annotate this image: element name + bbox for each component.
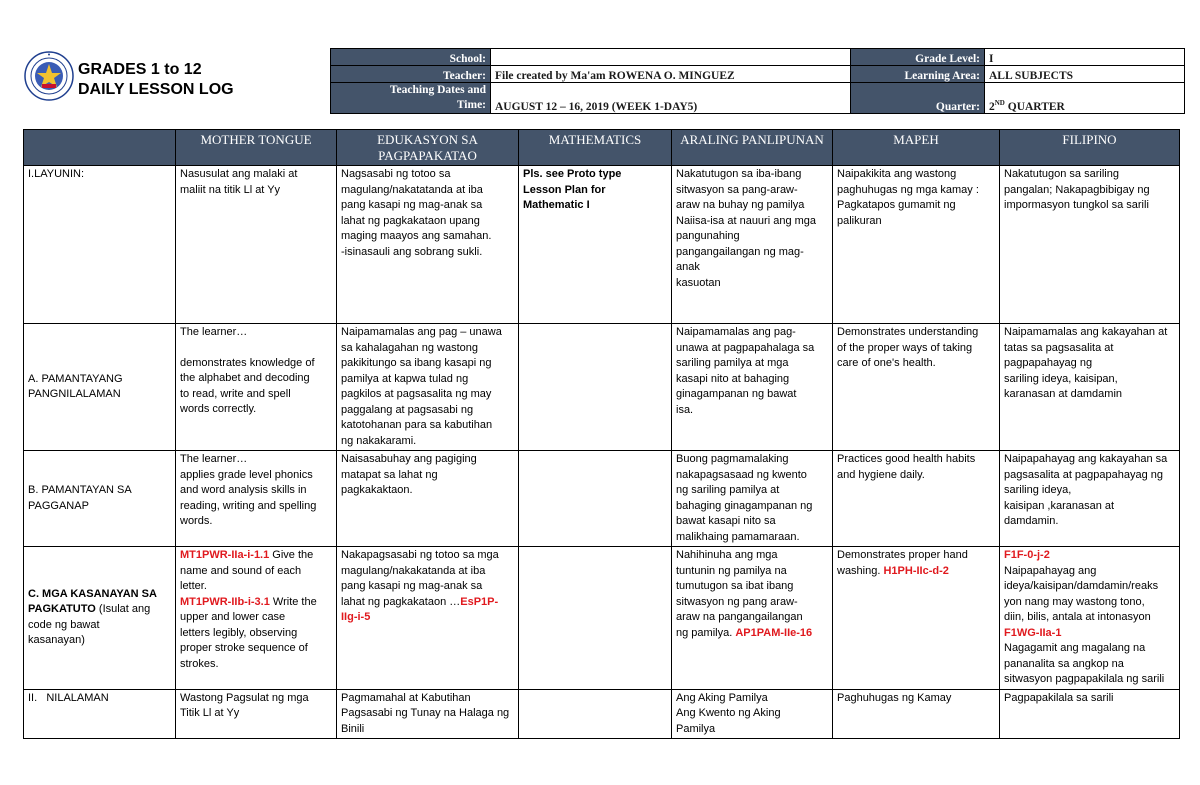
cell-line: Nakatutugon sa sariling xyxy=(1004,168,1119,180)
table-row-nilalaman xyxy=(24,689,1180,739)
cell-kasanayan-ap xyxy=(672,547,833,690)
competency-code: EsP1P- xyxy=(460,595,499,608)
cell-line: maliit na titik Ll at Yy xyxy=(180,183,281,196)
col-header-mapeh: MAPEH xyxy=(833,130,1000,166)
cell-line: Pagsasabi ng Tunay na Halaga ng xyxy=(341,707,510,719)
row-label-pangnilalaman xyxy=(24,324,176,451)
cell-line: The learner… xyxy=(180,453,248,465)
cell-line: sitwasyon sa pang-araw- xyxy=(676,183,798,196)
row-label-line: PAGGANAP xyxy=(28,499,89,512)
table-row-pangnilalaman xyxy=(24,324,1180,451)
row-label-line xyxy=(28,602,171,618)
cell-line: sariling ideya, kaisipan, xyxy=(1004,372,1118,385)
cell-pangnilalaman-math xyxy=(519,324,672,451)
cell-pagganap-mapeh xyxy=(833,451,1000,547)
cell-line: Naipamamalas ang pag- xyxy=(676,326,796,338)
competency-code: F1F-0-j-2 xyxy=(1004,549,1050,561)
learning-area-value: ALL SUBJECTS xyxy=(985,66,1185,83)
cell-line: tatas sa pagsasalita at xyxy=(1004,341,1114,354)
cell-line: Nakatutugon sa iba-ibang xyxy=(676,168,802,180)
cell-line: karanasan at damdamin xyxy=(1004,388,1123,400)
cell-line: sa kahalagahan ng wastong xyxy=(341,341,478,354)
cell-line: pagpapahayag ng xyxy=(1004,357,1093,369)
cell-line: Nasusulat ang malaki at xyxy=(180,168,298,180)
cell-nilalaman-mapeh xyxy=(833,689,1000,739)
cell-line: ng pamilya. xyxy=(676,626,733,639)
cell-line: paghuhugas ng mga kamay : xyxy=(837,183,979,196)
cell-line: nakapagsasaad ng kwento xyxy=(676,468,807,481)
cell-pangnilalaman-mapeh xyxy=(833,324,1000,451)
cell-line: pangalan; Nakapagbibigay ng xyxy=(1004,183,1150,196)
cell-line: araw na pangangailangan xyxy=(676,611,803,623)
quarter-value xyxy=(985,83,1185,114)
cell-line: Nagsasabi ng totoo sa xyxy=(341,168,451,180)
row-label-line-bold: PAGKATUTO xyxy=(28,603,96,616)
cell-line: Nakapagsasabi ng totoo sa mga xyxy=(341,549,499,561)
cell-line: isa. xyxy=(676,403,694,416)
cell-line: pananalita sa angkop na xyxy=(1004,657,1124,670)
row-label-note: kasanayan) xyxy=(28,634,85,647)
row-label-layunin-text: I.LAYUNIN: xyxy=(28,168,85,180)
cell-kasanayan-mapeh xyxy=(833,547,1000,690)
cell-layunin-esp xyxy=(337,166,519,324)
cell-line: Mathematic I xyxy=(523,199,590,211)
cell-line: Practices good health habits xyxy=(837,453,976,465)
table-row-pagganap xyxy=(24,451,1180,547)
cell-nilalaman-esp xyxy=(337,689,519,739)
cell-line: and hygiene daily. xyxy=(837,468,925,481)
cell-line: pakikitungo sa ibang kasapi ng xyxy=(341,357,492,369)
cell-line: Nahihinuha ang mga xyxy=(676,549,778,561)
cell-line: demonstrates knowledge of xyxy=(180,356,315,369)
cell-pagganap-math xyxy=(519,451,672,547)
cell-nilalaman-ap xyxy=(672,689,833,739)
competency-code: IIg-i-5 xyxy=(341,611,371,623)
row-label-nilalaman-text: II. NILALAMAN xyxy=(28,691,109,704)
cell-line: name and sound of each xyxy=(180,564,302,577)
title-line-daily-lesson-log: DAILY LESSON LOG xyxy=(78,81,234,98)
cell-line: Naipamamalas ang pag – unawa xyxy=(341,326,502,338)
cell-line: Demonstrates understanding xyxy=(837,326,979,338)
cell-line: Naipamamalas ang kakayahan at xyxy=(1004,326,1168,338)
col-header-mother-tongue: MOTHER TONGUE xyxy=(176,130,337,166)
cell-line: proper stroke sequence of xyxy=(180,642,308,654)
document-title xyxy=(78,60,234,100)
cell-layunin-mapeh xyxy=(833,166,1000,324)
row-label-note: (Isulat ang xyxy=(98,603,151,616)
row-label-line: C. MGA KASANAYAN SA xyxy=(28,587,157,600)
cell-line: Pagkatapos gumamit ng xyxy=(837,199,956,211)
row-label-kasanayan xyxy=(24,547,176,690)
col-header-mathematics: MATHEMATICS xyxy=(519,130,672,166)
cell-line: ideya/kaisipan/damdamin/reaks xyxy=(1004,580,1159,592)
cell-line: araw na buhay ng pamilya xyxy=(676,199,805,211)
cell-line: katotohanan para sa kabutihan xyxy=(341,419,493,431)
cell-nilalaman-fil xyxy=(1000,689,1180,739)
cell-line: Buong pagmamalaking xyxy=(676,453,789,465)
cell-line: yon nang may wastong tono, xyxy=(1004,595,1145,608)
cell-line: strokes. xyxy=(180,657,219,670)
cell-line: washing. xyxy=(837,564,881,577)
cell-line: Pagmamahal at Kabutihan xyxy=(341,691,471,704)
cell-line: applies grade level phonics xyxy=(180,468,313,481)
school-value xyxy=(491,49,851,66)
cell-line: care of one's health. xyxy=(837,357,936,369)
competency-code: F1WG-IIa-1 xyxy=(1004,626,1062,639)
quarter-word: QUARTER xyxy=(1007,101,1065,113)
col-header-esp: EDUKASYON SA PAGPAPAKATAO xyxy=(337,130,519,166)
cell-line: Pls. see Proto type xyxy=(523,168,622,180)
cell-line: Pagpapakilala sa sarili xyxy=(1004,691,1114,704)
cell-pangnilalaman-fil xyxy=(1000,324,1180,451)
cell-line: tuntunin ng pamilya na xyxy=(676,564,787,577)
cell-layunin-math xyxy=(519,166,672,324)
cell-line: tumutugon sa ibat ibang xyxy=(676,580,794,592)
table-row-layunin xyxy=(24,166,1180,324)
row-label-line: B. PAMANTAYAN SA xyxy=(28,484,132,496)
cell-line: Give the xyxy=(272,549,314,561)
cell-line: words. xyxy=(180,515,213,527)
cell-line: paggalang at pagsasabi ng xyxy=(341,403,474,416)
cell-line: palikuran xyxy=(837,214,882,227)
cell-line: diin, bilis, antala at intonasyon xyxy=(1004,611,1151,623)
cell-line: Ang Aking Pamilya xyxy=(676,691,768,704)
cell-pagganap-esp xyxy=(337,451,519,547)
cell-nilalaman-mt xyxy=(176,689,337,739)
cell-kasanayan-fil xyxy=(1000,547,1180,690)
cell-line: of the proper ways of taking xyxy=(837,341,973,354)
row-label-line: A. PAMANTAYANG xyxy=(28,372,123,385)
cell-line: reading, writing and spelling xyxy=(180,499,317,512)
cell-line: lahat ng pagkakataon … xyxy=(341,595,461,608)
cell-line: the alphabet and decoding xyxy=(180,372,310,384)
competency-code: AP1PAM-IIe-16 xyxy=(735,626,813,639)
cell-line: Lesson Plan for xyxy=(523,183,606,196)
cell-line: -isinasauli ang sobrang sukli. xyxy=(341,245,483,258)
teaching-dates-value: AUGUST 12 – 16, 2019 (WEEK 1-DAY5) xyxy=(491,83,851,114)
cell-line: bahaging ginagampanan ng xyxy=(676,499,813,512)
cell-pangnilalaman-esp xyxy=(337,324,519,451)
cell-line: sitwasyon pagpapakilala ng sarili xyxy=(1004,673,1165,685)
cell-line: maging maayos ang samahan. xyxy=(341,230,492,242)
cell-line: pagsasalita at pagpapahayag ng xyxy=(1004,468,1164,481)
learning-area-label: Learning Area: xyxy=(851,66,985,83)
cell-line: kasapi nito at bahaging xyxy=(676,372,790,385)
quarter-suffix: ND xyxy=(994,99,1005,108)
cell-gap xyxy=(180,341,332,356)
school-label: School: xyxy=(331,49,491,66)
cell-line: impormasyon tungkol sa sarili xyxy=(1004,199,1149,211)
cell-line: pang kasapi ng mag-anak sa xyxy=(341,580,483,592)
cell-layunin-ap xyxy=(672,166,833,324)
cell-line: Wastong Pagsulat ng mga xyxy=(180,691,309,704)
row-label-nilalaman xyxy=(24,689,176,739)
cell-line: lahat ng pagkakataon upang xyxy=(341,214,480,227)
cell-line: pagkilos at pagsasalita ng may xyxy=(341,388,492,400)
cell-line: upper and lower case xyxy=(180,611,286,623)
cell-line: kaisipan ,karanasan at xyxy=(1004,499,1115,512)
cell-line: Nagagamit ang magalang na xyxy=(1004,642,1146,654)
competency-code: MT1PWR-IIb-i-3.1 xyxy=(180,595,270,608)
cell-line: Naipapahayag ang kakayahan sa xyxy=(1004,453,1168,465)
corner-header xyxy=(24,130,176,166)
col-header-araling-panlipunan: ARALING PANLIPUNAN xyxy=(672,130,833,166)
cell-kasanayan-math xyxy=(519,547,672,690)
cell-line: unawa at pagpapahalaga sa xyxy=(676,341,815,354)
cell-line: kasuotan xyxy=(676,276,721,289)
lesson-log-table xyxy=(23,129,1180,739)
title-line-grades: GRADES 1 to 12 xyxy=(78,61,202,78)
teaching-dates-label-line2: Time: xyxy=(456,99,486,111)
cell-line: pamilya at kapwa tulad ng xyxy=(341,372,469,385)
teacher-value: File created by Ma'am ROWENA O. MINGUEZ xyxy=(491,66,851,83)
teaching-dates-label-line1: Teaching Dates and xyxy=(389,84,486,96)
cell-pagganap-mt xyxy=(176,451,337,547)
cell-line: Demonstrates proper hand xyxy=(837,549,968,561)
quarter-label: Quarter: xyxy=(851,83,985,114)
row-label-line: PANGNILALAMAN xyxy=(28,388,121,400)
table-row-kasanayan xyxy=(24,547,1180,690)
cell-kasanayan-mt xyxy=(176,547,337,690)
cell-pagganap-fil xyxy=(1000,451,1180,547)
cell-line: Paghuhugas ng Kamay xyxy=(837,691,952,704)
cell-line: pang kasapi ng mag-anak sa xyxy=(341,199,483,211)
cell-line: magulang/nakatatanda at iba xyxy=(341,183,483,196)
cell-nilalaman-math xyxy=(519,689,672,739)
cell-line: Naipakikita ang wastong xyxy=(837,168,957,180)
grade-level-value: I xyxy=(985,49,1185,66)
column-header-row xyxy=(24,130,1180,166)
cell-line: pagkakaktaon. xyxy=(341,484,413,496)
competency-code: H1PH-IIc-d-2 xyxy=(883,564,949,577)
cell-line: damdamin. xyxy=(1004,515,1059,527)
cell-line: magulang/nakakatanda at iba xyxy=(341,564,486,577)
cell-line: sariling ideya, xyxy=(1004,484,1072,496)
cell-line: letter. xyxy=(180,580,207,592)
cell-line: anak xyxy=(676,261,700,273)
cell-line: sitwasyon ng pang araw- xyxy=(676,595,798,608)
cell-line: pangangailangan ng mag- xyxy=(676,245,804,258)
cell-line: Titik Ll at Yy xyxy=(180,707,240,719)
cell-line: malikhaing pamamaraan. xyxy=(676,530,800,543)
cell-kasanayan-esp xyxy=(337,547,519,690)
cell-line: Naipapahayag ang xyxy=(1004,564,1097,577)
cell-line: bawat kasapi nito sa xyxy=(676,515,776,527)
deped-seal-icon xyxy=(24,51,74,101)
header-info-table xyxy=(330,48,1185,114)
row-label-note: code ng bawat xyxy=(28,618,100,631)
cell-pagganap-ap xyxy=(672,451,833,547)
cell-layunin-mt xyxy=(176,166,337,324)
col-header-filipino: FILIPINO xyxy=(1000,130,1180,166)
cell-line: to read, write and spell xyxy=(180,387,291,400)
cell-pangnilalaman-mt xyxy=(176,324,337,451)
teacher-label: Teacher: xyxy=(331,66,491,83)
cell-line: and word analysis skills in xyxy=(180,484,307,496)
row-label-layunin xyxy=(24,166,176,324)
quarter-number: 2 xyxy=(989,101,995,113)
cell-line: pangunahing xyxy=(676,230,740,242)
cell-line: ng sariling pamilya at xyxy=(676,484,780,496)
cell-line: ng nakakarami. xyxy=(341,434,417,447)
cell-line: letters legibly, observing xyxy=(180,626,298,639)
cell-line: sariling pamilya at mga xyxy=(676,357,789,369)
cell-line: matapat sa lahat ng xyxy=(341,468,438,481)
grade-level-label: Grade Level: xyxy=(851,49,985,66)
cell-line: Naiisa-isa at nauuri ang mga xyxy=(676,214,817,227)
row-label-pagganap xyxy=(24,451,176,547)
cell-line: Write the xyxy=(272,595,317,608)
competency-code: MT1PWR-IIa-i-1.1 xyxy=(180,549,270,561)
cell-line: Pamilya xyxy=(676,722,716,735)
cell-line: words correctly. xyxy=(180,403,257,415)
cell-line: Ang Kwento ng Aking xyxy=(676,707,781,719)
cell-line: The learner… xyxy=(180,326,248,338)
cell-line: Naisasabuhay ang pagiging xyxy=(341,453,477,465)
cell-line: ginagampanan ng bawat xyxy=(676,388,797,400)
cell-layunin-fil xyxy=(1000,166,1180,324)
cell-pangnilalaman-ap xyxy=(672,324,833,451)
cell-line: Binili xyxy=(341,722,365,735)
teaching-dates-label xyxy=(331,83,491,114)
